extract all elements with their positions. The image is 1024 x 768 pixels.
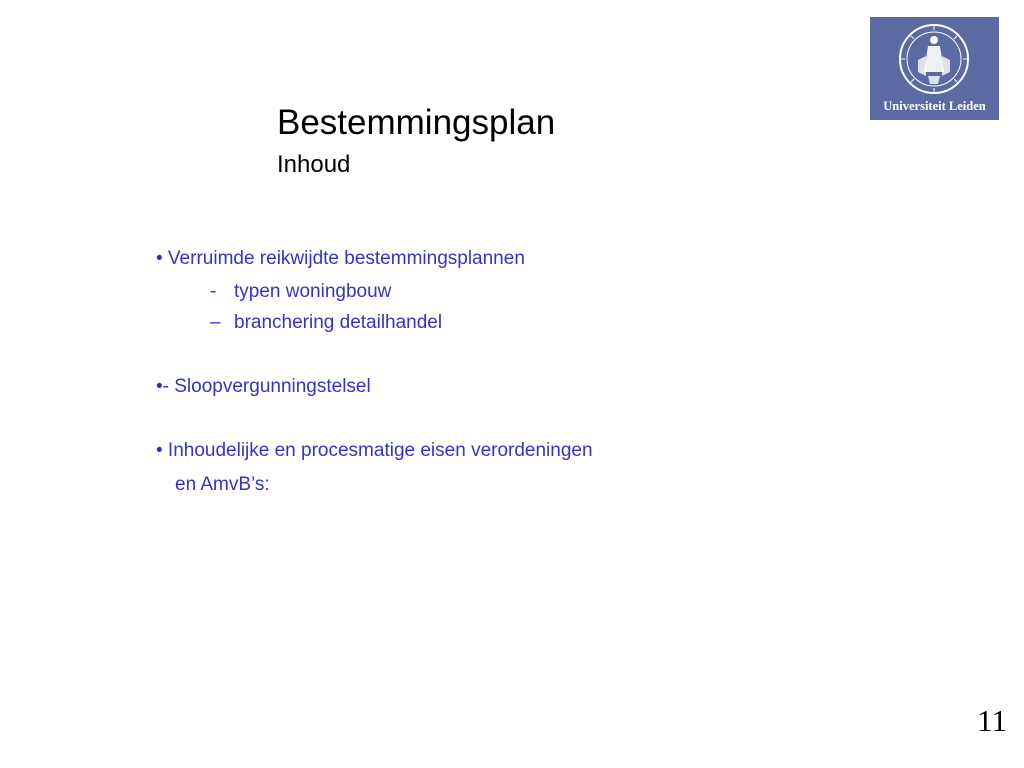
bullet-item: • Verruimde reikwijdte bestemmingsplannen <box>156 248 525 269</box>
sub-bullet-marker: – <box>210 312 221 333</box>
bullet-item: • Inhoudelijke en procesmatige eisen verordeningen <box>156 440 593 461</box>
bullet-item-continuation: en AmvB’s: <box>175 474 270 495</box>
sub-bullet-item: typen woningbouw <box>234 281 392 302</box>
bullet-item: •- Sloopvergunningstelsel <box>156 376 371 397</box>
university-logo <box>870 17 999 120</box>
sub-bullet-item: branchering detailhandel <box>234 312 443 333</box>
page-number: 11 <box>977 703 1007 738</box>
slide-title: Bestemmingsplan <box>277 103 556 142</box>
sub-bullet-marker: - <box>210 281 217 302</box>
logo-text: Universiteit Leiden <box>883 99 986 113</box>
university-seal-icon <box>898 20 970 98</box>
slide-subtitle: Inhoud <box>277 151 351 178</box>
